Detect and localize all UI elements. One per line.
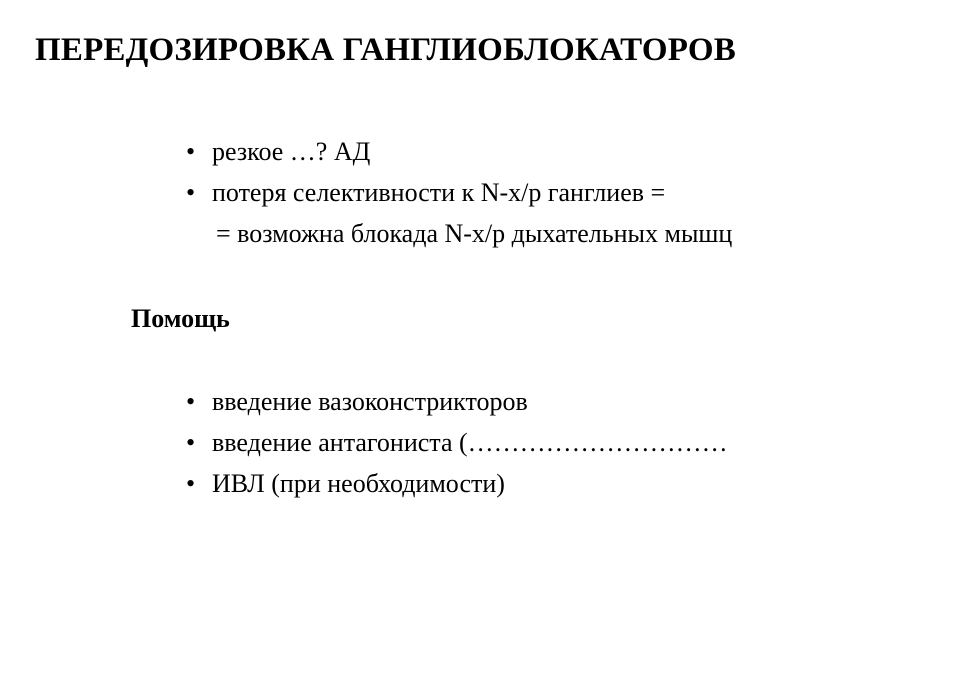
list-item bbox=[186, 422, 728, 463]
list-item-text: потеря селективности к N-х/р ганглиев = bbox=[212, 178, 666, 207]
bullet-icon: • bbox=[186, 387, 196, 416]
list-item bbox=[186, 172, 665, 213]
bullet-icon: • bbox=[186, 428, 196, 457]
list-item bbox=[186, 131, 665, 172]
bullet-icon: • bbox=[186, 469, 196, 498]
help-heading: Помощь bbox=[131, 304, 230, 333]
list-item-text: ИВЛ (при необходимости) bbox=[212, 469, 505, 498]
bullet-icon: • bbox=[186, 178, 196, 207]
list-item-text: введение антагониста (………………………… bbox=[212, 428, 728, 457]
slide-title: ПЕРЕДОЗИРОВКА ГАНГЛИОБЛОКАТОРОВ bbox=[35, 32, 737, 68]
list-item bbox=[186, 463, 728, 504]
list-item-text: введение вазоконстрикторов bbox=[212, 387, 528, 416]
help-list bbox=[186, 381, 728, 504]
symptoms-list bbox=[186, 131, 665, 213]
list-item-text: резкое …? АД bbox=[212, 137, 371, 166]
symptom-continuation-text: = возможна блокада N-х/р дыхательных мышц bbox=[216, 219, 733, 248]
list-item bbox=[186, 381, 728, 422]
bullet-icon: • bbox=[186, 137, 196, 166]
